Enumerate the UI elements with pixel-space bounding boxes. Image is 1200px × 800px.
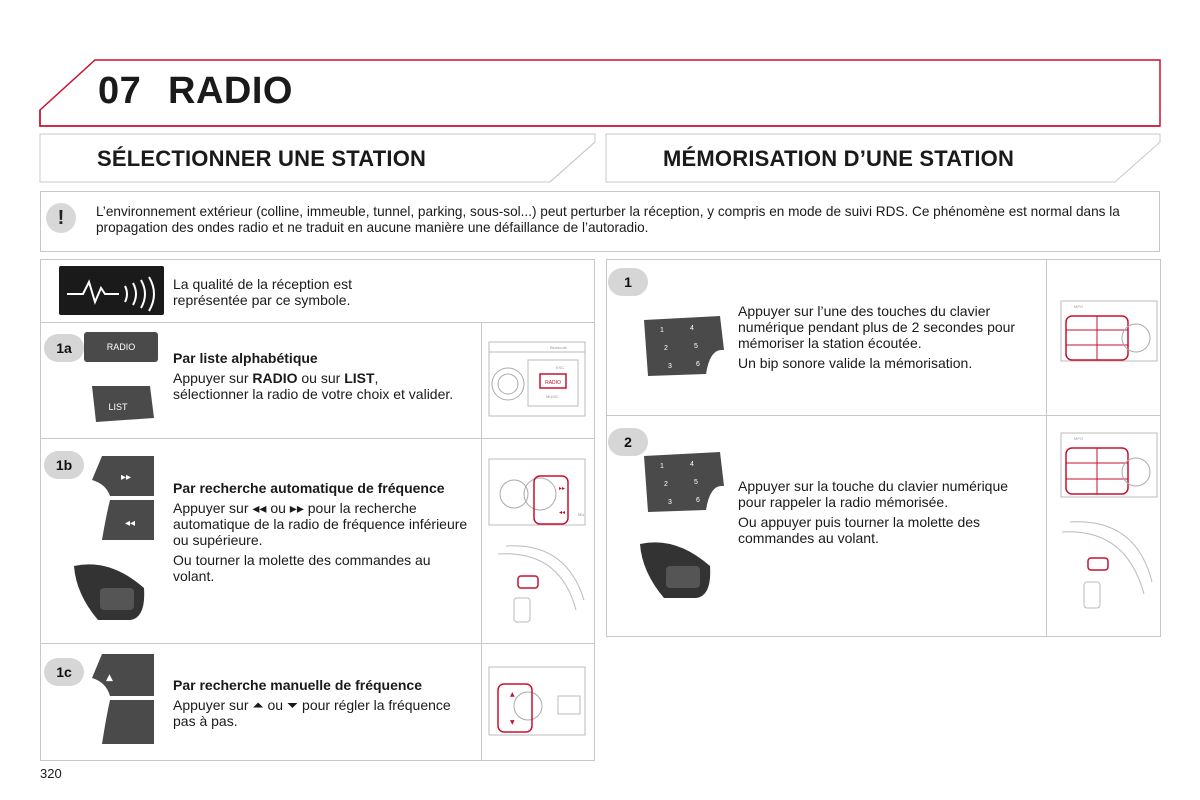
console-seek-illustration — [488, 458, 588, 528]
seek-down-icon: ◂◂ — [252, 500, 267, 516]
svg-text:1: 1 — [660, 327, 664, 334]
step-1c-text: Par recherche manuelle de fréquence Appuyer sur ⏶ ou ⏷ pour régler la fréquence pas à pas. — [173, 677, 468, 729]
svg-text:MPO: MPO — [1074, 436, 1084, 441]
console-preset-illustration — [1060, 300, 1158, 362]
svg-text:▲: ▲ — [510, 691, 515, 698]
svg-text:2: 2 — [664, 481, 668, 488]
preset-keypad-illustration-2 — [640, 450, 726, 514]
svg-text:◂◂: ◂◂ — [558, 509, 566, 516]
steering-wheel-illustration-2 — [1060, 512, 1156, 624]
svg-text:RADIO: RADIO — [545, 380, 561, 386]
list-key-label: LIST — [108, 402, 128, 412]
manual-tune-keys-illustration — [84, 652, 156, 746]
reception-quality-icon — [59, 266, 164, 315]
svg-text:4: 4 — [690, 325, 694, 332]
step-badge-2: 2 — [608, 428, 648, 456]
radio-list-keys-illustration — [84, 332, 159, 428]
seek-keys-illustration — [84, 454, 156, 544]
warning-icon: ! — [46, 203, 76, 233]
svg-text:ESC: ESC — [556, 365, 565, 370]
step-1b-title: Par recherche automatique de fréquence — [173, 480, 445, 496]
tune-down-icon: ⏷ — [286, 697, 299, 713]
step-1-text: Appuyer sur l’une des touches du clavier numérique pendant plus de 2 secondes pour mémoriser la station écoutée. Un bip sonore valide la mémorisation. — [738, 303, 1016, 371]
steering-wheel-control-illustration — [70, 560, 150, 624]
svg-text:MU: MU — [578, 512, 585, 517]
svg-text:◂◂: ◂◂ — [124, 518, 136, 529]
svg-text:▼: ▼ — [98, 721, 105, 731]
chapter-number: 07 — [98, 70, 142, 112]
radio-key-label: RADIO — [106, 342, 136, 352]
svg-text:▸▸: ▸▸ — [558, 485, 566, 492]
page-number: 320 — [40, 766, 62, 781]
step-2-text: Appuyer sur la touche du clavier numérique pour rappeler la radio mémorisée. Ou appuyer puis tourner la molette des commandes au volant. — [738, 478, 1009, 546]
tune-up-icon: ⏶ — [252, 697, 264, 713]
svg-text:2: 2 — [664, 345, 668, 352]
svg-text:5: 5 — [694, 343, 698, 350]
svg-text:▸▸: ▸▸ — [120, 472, 132, 483]
step-badge-1: 1 — [608, 268, 648, 296]
step-1b-text: Par recherche automatique de fréquence Appuyer sur ◂◂ ou ▸▸ pour la recherche automatique de la radio de fréquence inférieure ou supérieure. Ou tourner la molette des commandes au volant. — [173, 480, 468, 584]
preset-keypad-illustration — [640, 314, 726, 378]
svg-text:▲: ▲ — [106, 673, 113, 683]
console-preset-illustration-2 — [1060, 432, 1158, 498]
svg-text:Bluetooth: Bluetooth — [550, 345, 567, 350]
step-1a-text: Par liste alphabétique Appuyer sur RADIO ou sur LIST, sélectionner la radio de votre choix et valider. — [173, 350, 468, 402]
svg-text:1: 1 — [660, 463, 664, 470]
svg-text:MPO: MPO — [1074, 304, 1084, 309]
seek-up-icon: ▸▸ — [289, 500, 304, 516]
svg-text:▼: ▼ — [510, 719, 515, 726]
step-badge-1b: 1b — [44, 451, 84, 479]
svg-text:5: 5 — [694, 479, 698, 486]
notice-text: L’environnement extérieur (colline, immeuble, tunnel, parking, sous-sol...) peut perturber la réception, y compris en mode de suivi RDS. Ce phénomène est normal dans la propagation des ondes radio et ne traduit en aucune manière une défaillance de l’autoradio. — [96, 204, 1120, 235]
svg-text:MUSIC: MUSIC — [546, 394, 559, 399]
console-tune-illustration — [488, 666, 588, 738]
step-1a-title: Par liste alphabétique — [173, 350, 318, 366]
section-title-select-station: SÉLECTIONNER UNE STATION — [97, 146, 427, 171]
svg-text:3: 3 — [668, 363, 672, 370]
reception-text: La qualité de la réception est représentée par ce symbole. — [173, 276, 353, 308]
step-1c-title: Par recherche manuelle de fréquence — [173, 677, 422, 693]
svg-text:3: 3 — [668, 499, 672, 506]
svg-text:6: 6 — [696, 497, 700, 504]
section-title-store-station: MÉMORISATION D’UNE STATION — [663, 146, 1015, 171]
steering-wheel-control-illustration-2 — [636, 538, 718, 602]
steering-wheel-illustration — [496, 540, 588, 636]
chapter-title: RADIO — [168, 70, 293, 112]
console-radio-illustration — [488, 340, 588, 418]
svg-text:4: 4 — [690, 461, 694, 468]
step-badge-1a: 1a — [44, 334, 84, 362]
step-badge-1c-label: 1c — [44, 658, 84, 686]
svg-text:6: 6 — [696, 361, 700, 368]
